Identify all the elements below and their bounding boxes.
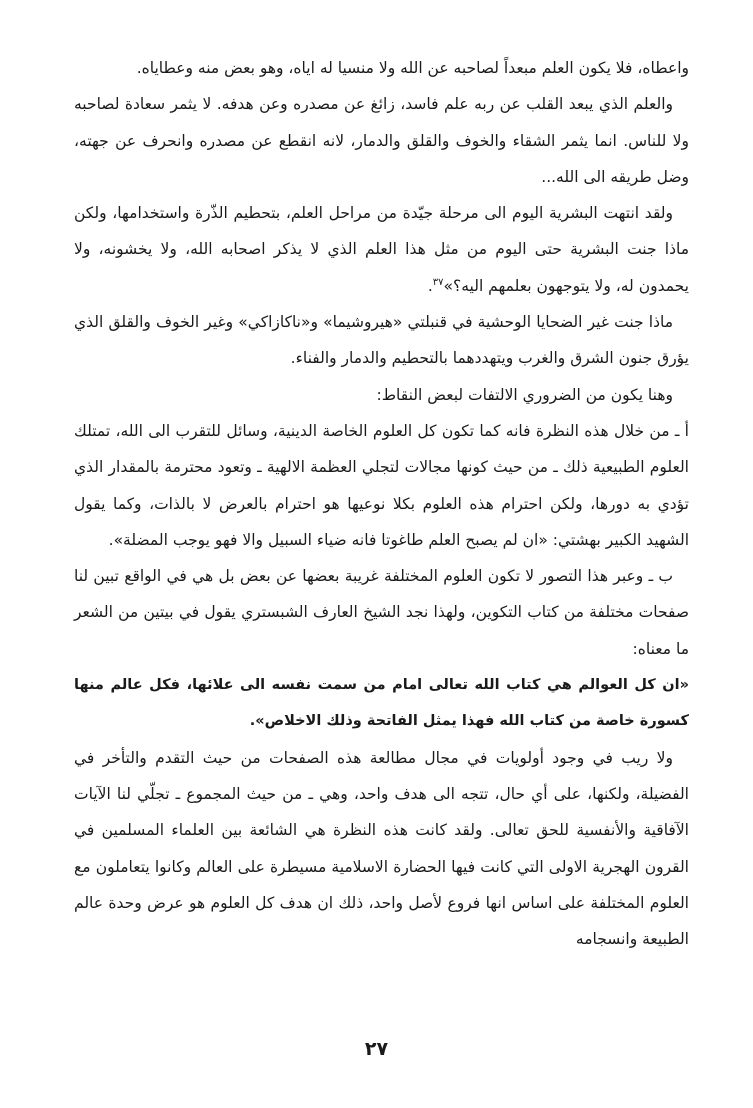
paragraph-8: ولا ريب في وجود أولويات في مجال مطالعة هذه الصفحات من حيث التقدم والتأخر في الفضيلة، ولكنها، على أي حال، تتجه الى هدف واحد، وهي ـ من حيث المجموع ـ تجلّي لنا الآيات الآفاقية والأنفسية للحق تعالى. ولقد كانت هذه النظرة هي الشائعة بين العلماء المسلمين في القرون الهجرية الاولى التي كانت فيها الحضارة الاسلامية مسيطرة على العالم وكانوا يتعاملون مع العلوم المختلفة على اساس انها فروع لأصل واحد، ذلك ان هدف كل العلوم هو عرض وحدة عالم الطبيعة وانسجامه (74, 748, 689, 949)
body-text (74, 50, 689, 957)
paragraph-7: ب ـ وعبر هذا التصور لا تكون العلوم المختلفة غريبة بعضها عن بعض بل هي في الواقع تبين لنا صفحات مختلفة من كتاب التكوين، ولهذا نجد الشيخ العارف الشبستري يقول في بيتين من الشعر ما معناه: (74, 567, 689, 658)
footnote-marker: ٣٧ (432, 276, 444, 288)
paragraph-2: والعلم الذي يبعد القلب عن ربه علم فاسد، زائغ عن مصدره وعن هدفه. لا يثمر سعادة لصاحبه ولا للناس. انما يثمر الشقاء والخوف والقلق والدمار، لانه انقطع عن مصدره وانحرف عن جهته، وضل طريقه الى الله... (74, 95, 689, 186)
paragraph-3: ولقد انتهت البشرية اليوم الى مرحلة جيّدة من مراحل العلم، بتحطيم الذّرة واستخدامها، ولكن ماذا جنت البشرية حتى اليوم من مثل هذا العلم الذي لا يذكر اصحابه الله، ولا يخشونه، ولا يحمدون له، ولا يتوجهون بعلمهم اليه؟»$^{٣٧}$. (74, 204, 689, 295)
paragraph-1: واعطاه، فلا يكون العلم مبعداً لصاحبه عن الله ولا منسيا له اياه، وهو بعض منه وعطاياه. (136, 59, 689, 77)
paragraph-4: ماذا جنت غير الضحايا الوحشية في قنبلتي «هيروشيما» و«ناكازاكي» وغير الخوف والقلق الذي يؤرق جنون الشرق والغرب ويتهددهما بالتحطيم والدمار والفناء. (74, 313, 689, 368)
paragraph-5: وهنا يكون من الضروري الالتفات لبعض النقاط: (376, 385, 673, 404)
paragraph-6: أ ـ من خلال هذه النظرة فانه كما تكون كل العلوم الخاصة الدينية، وسائل للتقرب الى الله، تمتلك العلوم الطبيعية ذلك ـ من حيث كونها مجالات لتجلي العظمة الالهية ـ وتعود محترمة بالمقدار الذي تؤدي به دورها، ولكن احترام هذه العلوم بكلا نوعيها هو احترام بالعرض لا بالذات، وكما يقول الشهيد الكبير بهشتي: «ان لم يصبح العلم طاغوتا فانه ضياء السبيل والا فهو يوجب المضلة». (74, 421, 689, 549)
paragraph-3-text: ولقد انتهت البشرية اليوم الى مرحلة جيّدة من مراحل العلم، بتحطيم الذّرة واستخدامها، ولكن ماذا جنت البشرية حتى اليوم من مثل هذا العلم الذي لا يذكر اصحابه الله، ولا يخشونه، ولا يحمدون له، ولا يتوجهون بعلمهم اليه؟» (74, 204, 689, 295)
poem-quote: «ان كل العوالم هي كتاب الله تعالى امام من سمت نفسه الى علائها، فكل عالم منها كسورة خاصة من كتاب الله فهذا يمثل الفاتحة وذلك الاخلاص». (74, 677, 689, 730)
page-number: ٢٧ (364, 1038, 389, 1060)
